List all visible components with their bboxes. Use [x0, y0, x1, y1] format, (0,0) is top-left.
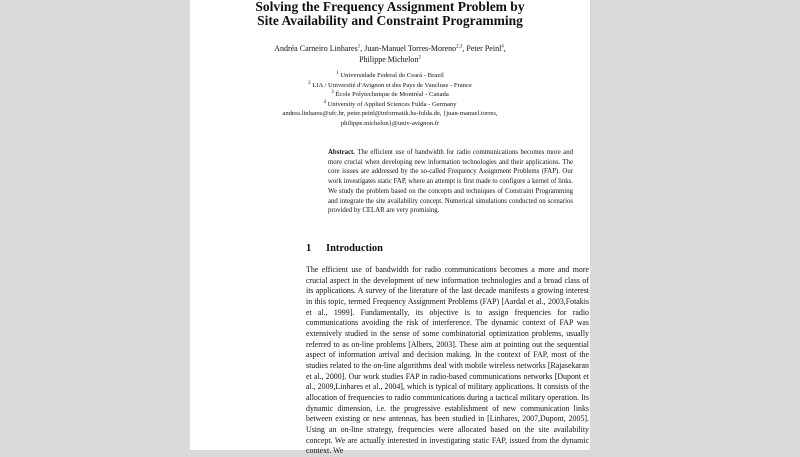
affiliation	[220, 81, 560, 91]
affiliation-text: University of Applied Sciences Fulda - Germany	[327, 100, 457, 108]
email-line-2: philippe.michelon}@univ-avignon.fr	[340, 119, 440, 127]
affiliations	[220, 71, 560, 128]
title-line-2: Site Availability and Constraint Programming	[257, 13, 523, 28]
title-line-1: Solving the Frequency Assignment Problem by	[255, 0, 525, 14]
affiliation	[220, 90, 560, 100]
abstract-label: Abstract.	[328, 149, 355, 156]
email-line-1: andrea.linhares@ufc.br, peter.peinl@informatik.hs-fulda.de, {juan-manuel.torres,	[282, 110, 498, 117]
section-heading	[306, 243, 383, 254]
affiliation-marker: 1	[336, 70, 339, 76]
paper-title	[220, 0, 560, 28]
authors-line-1	[220, 43, 560, 54]
author-michelon-affil: 2	[418, 55, 421, 61]
authors-comma: ,	[503, 44, 506, 53]
author-michelon: Philippe Michelon	[359, 55, 419, 64]
author-list	[220, 43, 560, 65]
author-torres-moreno: , Juan-Manuel Torres-Moreno	[360, 44, 457, 53]
authors-line-2	[220, 54, 560, 65]
author-linhares: Andréa Carneiro Linhares	[274, 44, 358, 53]
paper-page	[190, 0, 590, 456]
section-number: 1	[306, 243, 312, 254]
author-peinl: , Peter Peinl	[462, 44, 502, 53]
introduction-paragraph: The efficient use of bandwidth for radio communications becomes a more and more crucial aspect in the development of new information technologies and a broad class of its applications. A survey of the literature of the last decade manifests a growing interest in this topic, termed Frequency Assignment Problems (FAP) [Aardal et al., 2003,Fotakis et al., 1999]. Fundamentally, its objective is to assign frequencies for radio communications avoiding the risk of interference. The dynamic context of FAP was extensively studied in the sense of some combinatorial optimization problems, usually referred to as on-line problems [Albers, 2003]. These aim at pointing out the sequential aspect of information arrival and decision making. In the context of FAP, most of the studies related to the on-line algorithms deal with mobile wireless networks [Rajasekaran et al., 2000]. Our work studies FAP in radio-based communications networks [Dupont et al., 2009,Linhares et al., 2004], which is typical of military applications. It consists of the allocation of frequencies to radio communications during a tactical military operation. Its dynamic dimension, i.e. the progressive establishment of new communication links between existing or new antennas, has been studied in [Linhares, 2007,Dupont, 2005]. Using an on-line strategy, frequencies were allocated based on the site availability concept. We are actually interested in investigating static FAP, issued from the dynamic context. We	[306, 265, 589, 456]
affiliation-marker: 2	[308, 80, 311, 86]
affiliation-text: LIA / Université d'Avignon et des Pays de Vaucluse - France	[312, 81, 472, 89]
affiliation-marker: 3	[331, 89, 334, 95]
section-title: Introduction	[326, 243, 383, 254]
author-torres-moreno-affil: 2,3	[456, 44, 463, 50]
author-peinl-affil: 4	[501, 44, 504, 50]
affiliation-text: École Polytechnique de Montréal - Canada	[335, 91, 449, 98]
abstract-text: The efficient use of bandwidth for radio communications becomes more and more crucial when developing new information technologies and their applications. The core issues are addressed by the so-called Frequency Assignment Problems (FAP). Our work investigates static FAP, where an attempt is first made to configure a kernel of links. We study the problem based on the concepts and techniques of Constraint Programming and integrate the site availability concept. Numerical simulations conducted on scenarios provided by CELAR are very promising.	[328, 149, 573, 215]
affiliation	[220, 100, 560, 110]
affiliation	[220, 71, 560, 81]
author-linhares-affil: 1	[357, 44, 361, 50]
affiliation-marker: 4	[323, 99, 326, 105]
abstract	[328, 148, 573, 216]
affiliation-text: Universidade Federal do Ceará - Brazil	[340, 72, 444, 79]
